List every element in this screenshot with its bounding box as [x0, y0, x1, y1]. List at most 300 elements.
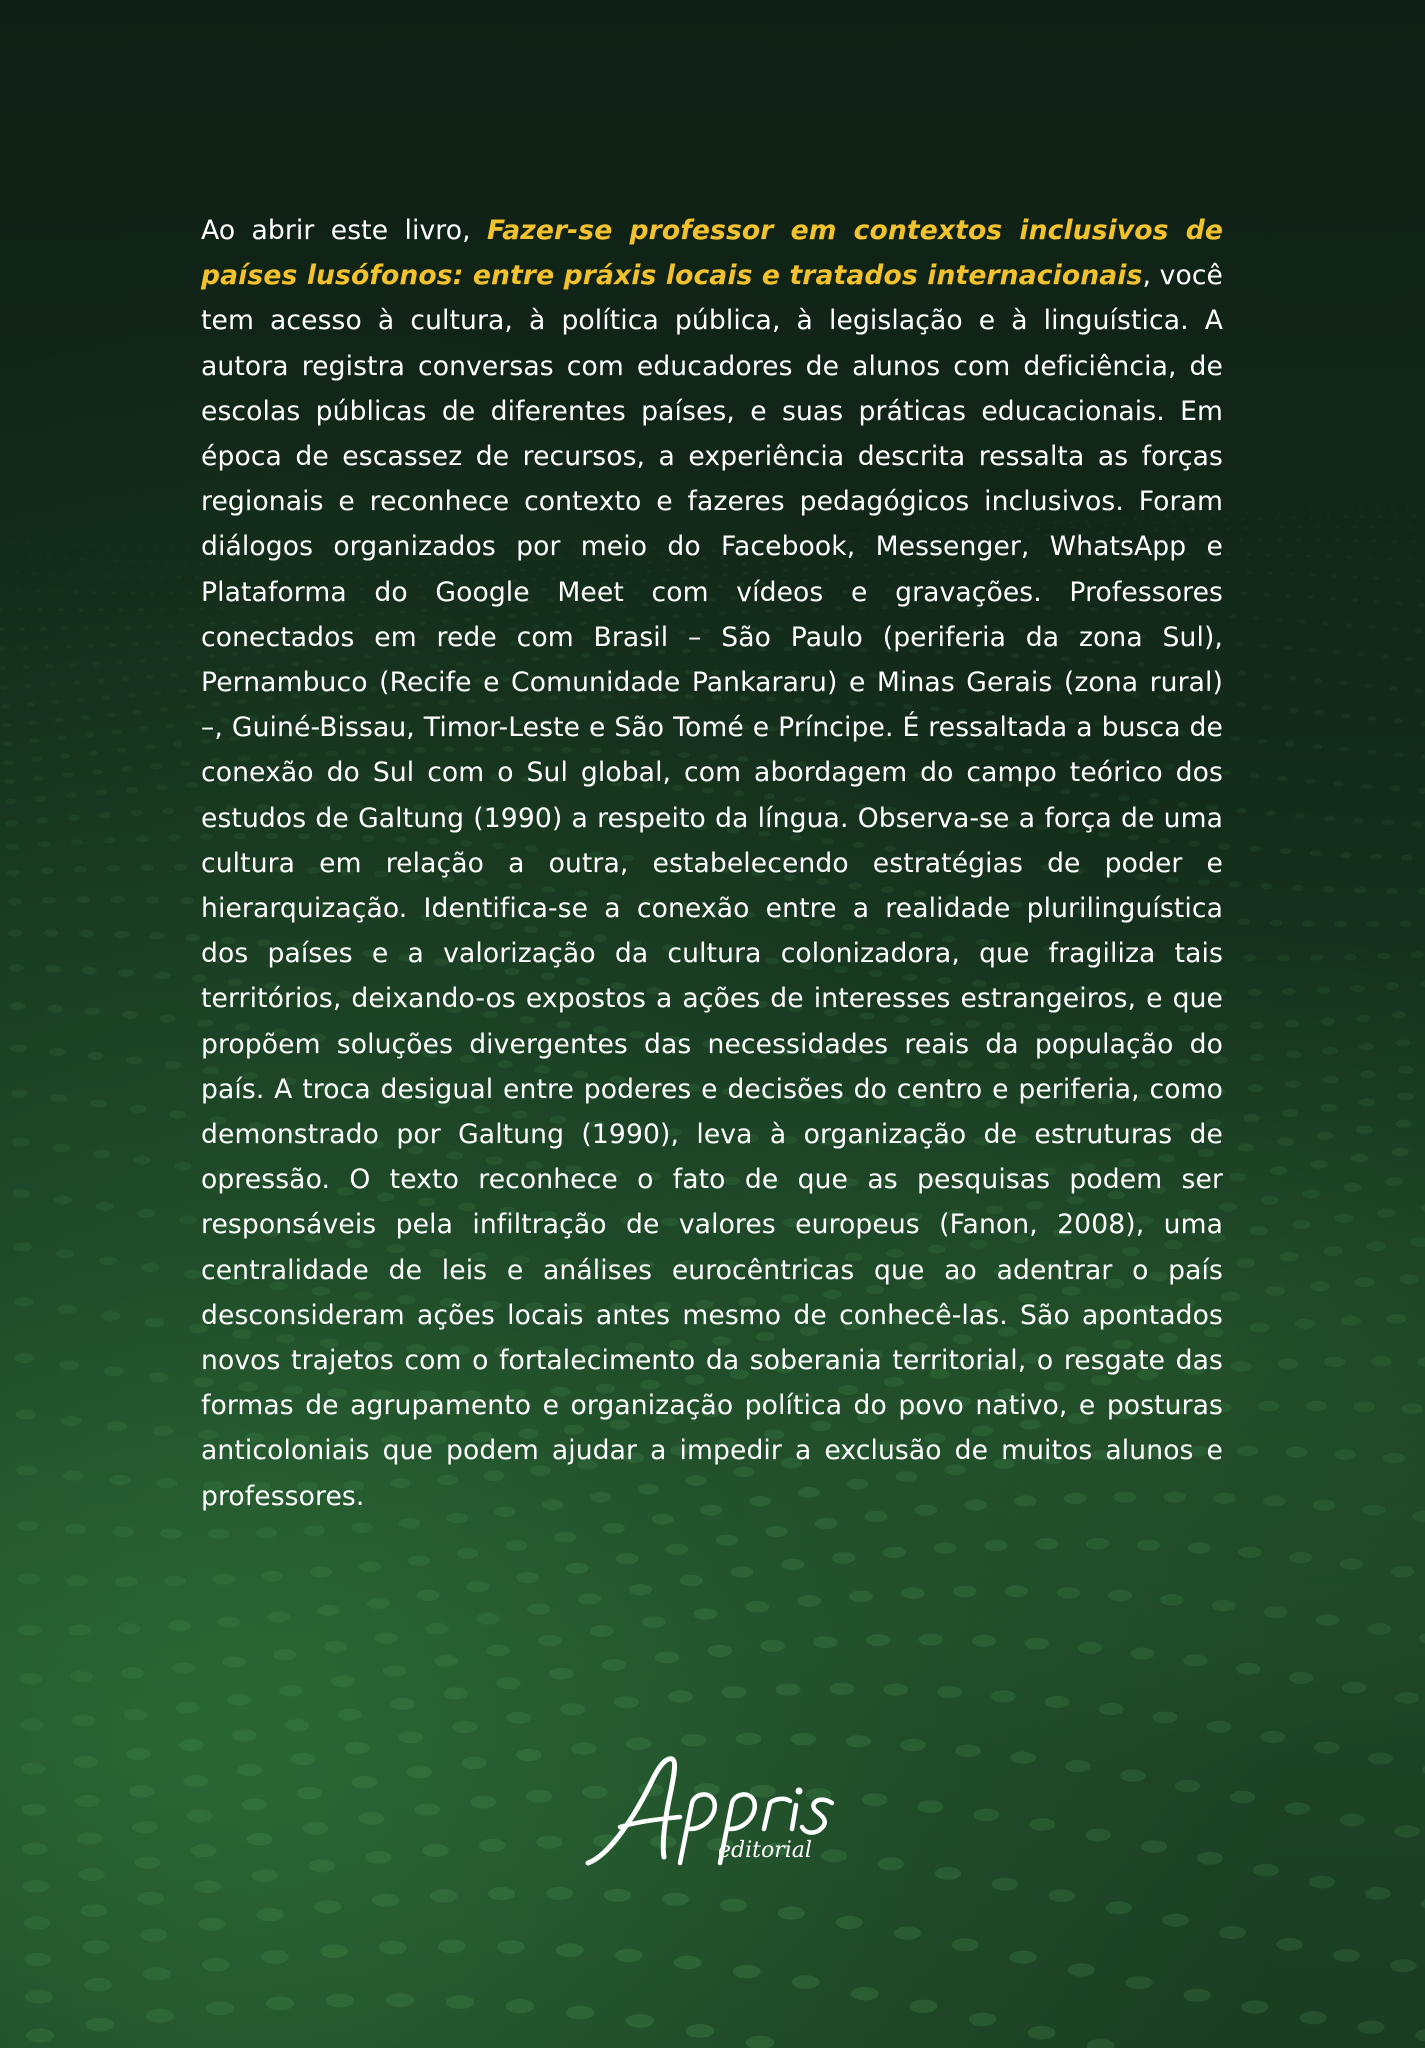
background-dot	[159, 536, 162, 538]
background-dot	[1333, 1949, 1360, 1962]
background-dot	[53, 1144, 70, 1153]
background-dot	[1401, 855, 1413, 861]
background-dot	[1389, 686, 1398, 691]
background-dot	[918, 1800, 944, 1813]
background-dot	[65, 645, 72, 649]
background-dot	[615, 1949, 643, 1963]
background-dot	[560, 1703, 585, 1715]
background-dot	[1299, 619, 1307, 623]
background-dot	[1065, 1760, 1091, 1772]
background-dot	[107, 545, 111, 547]
background-dot	[185, 655, 193, 659]
background-dot	[1394, 1825, 1420, 1837]
background-dot	[1230, 513, 1234, 515]
background-dot	[1239, 538, 1244, 541]
background-dot	[1295, 1319, 1315, 1329]
background-dot	[937, 1686, 962, 1698]
background-dot	[1099, 1703, 1124, 1715]
background-dot	[132, 642, 139, 646]
background-dot	[626, 2014, 654, 2028]
background-dot	[1010, 1951, 1037, 1964]
background-dot	[138, 608, 144, 611]
background-dot	[1285, 508, 1288, 510]
background-dot	[1326, 516, 1330, 519]
background-dot	[110, 643, 117, 647]
background-dot	[733, 1965, 761, 1979]
background-dot	[1340, 852, 1352, 858]
background-dot	[7, 520, 9, 522]
background-dot	[536, 1836, 563, 1849]
background-dot	[969, 2013, 997, 2027]
background-dot	[145, 896, 159, 903]
background-dot	[97, 679, 105, 683]
background-dot	[1025, 1638, 1049, 1650]
background-dot	[1359, 1098, 1375, 1106]
background-dot	[1406, 503, 1409, 505]
background-dot	[851, 1987, 879, 2001]
background-dot	[832, 1552, 855, 1563]
background-dot	[1230, 736, 1240, 741]
background-dot	[273, 1649, 296, 1660]
background-dot	[1320, 1018, 1335, 1025]
background-dot	[232, 1730, 256, 1742]
background-dot	[159, 576, 164, 579]
background-dot	[1368, 625, 1376, 629]
background-dot	[1219, 1926, 1246, 1939]
background-dot	[14, 1297, 33, 1307]
background-dot	[1108, 1590, 1132, 1602]
background-dot	[1310, 954, 1323, 961]
background-dot	[1255, 509, 1258, 511]
background-dot	[61, 627, 67, 631]
background-dot	[422, 1844, 449, 1857]
background-dot	[792, 1975, 820, 1989]
background-dot	[1280, 526, 1285, 529]
background-dot	[1386, 1314, 1406, 1324]
background-dot	[172, 1662, 195, 1673]
background-dot	[218, 1616, 241, 1627]
background-dot	[1324, 1357, 1345, 1367]
background-dot	[1237, 1143, 1254, 1151]
background-dot	[1085, 1829, 1111, 1842]
background-dot	[1275, 517, 1279, 520]
background-dot	[82, 967, 97, 975]
background-dot	[1263, 673, 1272, 678]
background-dot	[953, 1586, 977, 1598]
background-dot	[70, 1671, 93, 1682]
background-dot	[1056, 1587, 1080, 1599]
background-dot	[375, 1632, 398, 1643]
background-dot	[486, 1645, 510, 1657]
background-dot	[47, 1005, 63, 1013]
background-dot	[1392, 540, 1397, 543]
background-dot	[629, 1584, 652, 1595]
background-dot	[14, 571, 19, 574]
background-dot	[722, 1686, 747, 1698]
background-dot	[781, 1559, 804, 1570]
background-dot	[118, 969, 133, 977]
background-dot	[32, 572, 37, 575]
background-dot	[1314, 1742, 1339, 1754]
background-dot	[1261, 1196, 1279, 1205]
background-dot	[1238, 671, 1247, 676]
background-dot	[129, 535, 132, 537]
background-dot	[15, 1353, 35, 1363]
background-dot	[1236, 1258, 1255, 1268]
background-dot	[1130, 1648, 1154, 1660]
background-dot	[1324, 816, 1335, 822]
background-dot	[1078, 1642, 1102, 1654]
background-dot	[765, 1526, 788, 1537]
background-dot	[1045, 1696, 1070, 1708]
background-dot	[222, 1656, 245, 1667]
background-dot	[1262, 512, 1266, 514]
background-dot	[73, 591, 78, 594]
background-dot	[1282, 1109, 1298, 1117]
background-dot	[1249, 1226, 1268, 1235]
background-dot	[526, 1790, 552, 1803]
background-dot	[1010, 1752, 1036, 1764]
background-dot	[1331, 506, 1334, 508]
background-dot	[1368, 1753, 1393, 1765]
background-dot	[1028, 2026, 1056, 2040]
background-dot	[69, 663, 77, 667]
background-dot	[326, 1994, 354, 2008]
background-dot	[919, 1634, 943, 1646]
background-dot	[266, 1997, 294, 2011]
background-dot	[74, 1756, 98, 1768]
background-dot	[435, 1655, 459, 1667]
background-dot	[195, 576, 200, 579]
background-dot	[152, 691, 161, 696]
background-dot	[56, 1249, 75, 1258]
background-dot	[1323, 1047, 1338, 1055]
background-dot	[578, 1593, 601, 1604]
background-dot	[68, 573, 73, 576]
background-dot	[10, 1044, 26, 1052]
background-dot	[35, 521, 37, 523]
background-dot	[935, 1867, 962, 1880]
background-dot	[18, 1573, 40, 1584]
background-dot	[602, 1659, 626, 1671]
background-dot	[1316, 507, 1319, 509]
background-dot	[1280, 848, 1292, 854]
background-dot	[1342, 1682, 1366, 1694]
background-dot	[159, 707, 168, 712]
background-dot	[324, 1641, 347, 1652]
background-dot	[162, 657, 170, 661]
background-dot	[115, 1576, 137, 1587]
background-dot	[303, 1526, 324, 1537]
background-dot	[26, 541, 30, 543]
background-dot	[1351, 506, 1353, 508]
background-dot	[123, 546, 127, 548]
background-dot	[176, 640, 183, 644]
background-dot	[73, 680, 81, 684]
background-dot	[1260, 644, 1268, 648]
background-dot	[54, 1195, 72, 1204]
background-dot	[1346, 556, 1352, 559]
background-dot	[1263, 1495, 1286, 1506]
background-dot	[140, 864, 153, 871]
background-dot	[745, 1601, 769, 1613]
background-dot	[1415, 579, 1421, 583]
background-dot	[131, 810, 143, 816]
background-dot	[151, 763, 162, 769]
background-dot	[149, 1372, 169, 1382]
background-dot	[133, 710, 142, 715]
background-dot	[38, 608, 44, 611]
background-dot	[80, 715, 89, 720]
background-dot	[1277, 776, 1287, 782]
background-dot	[365, 1851, 392, 1864]
background-dot	[9, 528, 12, 530]
background-dot	[174, 537, 177, 539]
background-dot	[178, 607, 184, 610]
background-dot	[58, 1304, 77, 1314]
background-dot	[149, 561, 153, 564]
background-dot	[662, 1893, 689, 1906]
background-dot	[208, 1528, 229, 1539]
background-dot	[110, 1475, 131, 1485]
background-dot	[1392, 1148, 1409, 1157]
book-title: Fazer-se professor em contextos inclusivos de países lusófonos: entre práxis locais e tratados internacionais	[201, 215, 1223, 292]
background-dot	[1317, 1132, 1334, 1140]
background-dot	[1390, 508, 1394, 510]
background-dot	[26, 702, 35, 707]
background-dot	[144, 535, 147, 537]
background-dot	[351, 1522, 372, 1533]
background-dot	[5, 799, 17, 805]
background-dot	[955, 1745, 981, 1757]
background-dot	[883, 1547, 906, 1558]
background-dot	[973, 1809, 999, 1822]
background-dot	[1212, 1600, 1236, 1612]
background-dot	[79, 1868, 105, 1881]
background-dot	[111, 729, 121, 734]
background-dot	[31, 756, 41, 762]
background-dot	[1277, 1138, 1294, 1146]
background-dot	[1355, 887, 1367, 893]
background-dot	[379, 1941, 407, 1955]
background-dot	[156, 784, 168, 790]
background-dot	[251, 1869, 278, 1882]
background-dot	[118, 1623, 141, 1634]
background-dot	[191, 1844, 217, 1857]
background-dot	[140, 575, 145, 578]
background-dot	[177, 576, 182, 579]
background-dot	[1309, 508, 1311, 510]
background-dot	[894, 1927, 921, 1940]
background-dot	[77, 1832, 103, 1844]
background-dot	[105, 525, 107, 527]
background-dot	[21, 520, 23, 522]
background-dot	[1394, 515, 1398, 518]
background-dot	[1360, 1071, 1376, 1079]
background-dot	[0, 685, 8, 689]
blurb-intro: Ao abrir este livro,	[201, 215, 487, 246]
background-dot	[267, 1611, 290, 1622]
background-dot	[1313, 1499, 1336, 1510]
background-dot	[71, 839, 84, 846]
background-dot	[138, 1892, 165, 1905]
background-dot	[1396, 1039, 1411, 1047]
background-dot	[452, 1721, 477, 1733]
background-dot	[1401, 1404, 1422, 1415]
background-dot	[829, 1683, 854, 1695]
background-dot	[61, 1416, 81, 1426]
background-dot	[1225, 511, 1228, 513]
background-dot	[1351, 1154, 1368, 1163]
background-dot	[1339, 1814, 1365, 1826]
background-dot	[1370, 526, 1375, 529]
background-dot	[1321, 1104, 1337, 1112]
background-dot	[1343, 516, 1347, 519]
background-dot	[1355, 1277, 1375, 1287]
background-dot	[68, 815, 80, 821]
blurb-body: , você tem acesso à cultura, à política pública, à legislação e à linguística. A autora registra conversas com educadores de alunos com deficiência, de escolas públicas de diferentes países, e suas práticas educacionais. Em época de escassez de recursos, a experiência descrita ressalta as forças regionais e reconhece contexto e fazeres pedagógicos inclusivos. Foram diálogos organizados por meio do Facebook, Messenger, WhatsApp e Plataforma do Google Meet com vídeos e gravações. Professores conectados em rede com Brasil – São Paulo (periferia da zona Sul), Pernambuco (Recife e Comunidade Pankararu) e Minas Gerais (zona rural) –, Guiné-Bissau, Timor-Leste e São Tomé e Príncipe. É ressaltada a busca de conexão do Sul com o Sul global, com abordagem do campo teórico dos estudos de Galtung (1990) a respeito da língua. Observa-se a força de uma cultura em relação a outra, estabelecendo estratégias de poder e hierarquização. Identifica-se a conexão entre a realidade plurilinguística dos países e a valorização da cultura colonizadora, que fragiliza tais territórios, deixando-os expostos a ações de interesses estrangeiros, e que propõem soluções divergentes das necessidades reais da população do país. A troca desigual entre poderes e decisões do centro e periferia, como demonstrado por Galtung (1990), leva à organização de estruturas de opressão. O texto reconhece o fato de que as pesquisas podem ser responsáveis pela infiltração de valores europeus (Fanon, 2008), uma centralidade de leis e análises eurocêntricas que ao adentrar o país desconsideram ações locais antes mesmo de conhecê-las. São apontados novos trajetos com o fortalecimento da soberania territorial, o resgate das formas de agrupamento e organização política do povo nativo, e posturas anticoloniais que podem ajudar a impedir a exclusão de muitos alunos e professores.	[201, 260, 1223, 1512]
background-dot	[1391, 504, 1394, 506]
background-dot	[991, 1690, 1016, 1702]
background-dot	[10, 540, 14, 542]
background-dot	[65, 793, 77, 799]
background-dot	[129, 1785, 154, 1797]
background-dot	[614, 1696, 639, 1708]
background-dot	[46, 556, 50, 559]
background-dot	[1351, 985, 1365, 992]
background-dot	[1278, 1358, 1299, 1368]
background-dot	[604, 1889, 631, 1902]
background-dot	[1323, 1076, 1339, 1084]
background-dot	[2, 723, 11, 728]
background-dot	[1396, 1120, 1413, 1128]
background-dot	[1358, 508, 1362, 510]
background-dot	[6, 844, 19, 851]
background-dot	[1341, 1316, 1361, 1326]
background-dot	[1294, 510, 1298, 512]
background-dot	[140, 1929, 167, 1942]
background-dot	[1250, 1022, 1265, 1029]
background-dot	[146, 625, 152, 629]
background-dot	[19, 1673, 42, 1684]
background-dot	[506, 1712, 531, 1724]
background-dot	[19, 627, 25, 631]
background-dot	[1310, 510, 1314, 512]
background-dot	[461, 1757, 487, 1769]
background-dot	[1253, 510, 1255, 512]
background-dot	[42, 542, 46, 544]
background-dot	[1280, 1252, 1299, 1262]
background-dot	[1236, 642, 1244, 646]
background-dot	[303, 1822, 329, 1835]
background-dot	[1244, 527, 1249, 530]
background-dot	[1334, 921, 1347, 928]
background-dot	[1262, 705, 1271, 710]
background-dot	[1137, 1540, 1160, 1551]
background-dot	[180, 761, 191, 767]
background-dot	[479, 1839, 506, 1852]
background-dot	[1310, 1160, 1327, 1169]
background-dot	[1175, 1780, 1201, 1792]
background-dot	[1323, 886, 1335, 892]
background-dot	[1296, 538, 1301, 541]
background-dot	[1376, 504, 1379, 506]
background-dot	[178, 688, 187, 693]
background-dot	[527, 1603, 550, 1614]
background-dot	[119, 526, 121, 528]
background-dot	[135, 1856, 161, 1869]
background-dot	[171, 548, 175, 550]
background-dot	[1282, 988, 1296, 995]
background-dot	[1360, 515, 1364, 518]
background-dot	[156, 1478, 177, 1488]
background-dot	[130, 1105, 147, 1113]
background-dot	[1367, 921, 1380, 928]
background-dot	[1411, 541, 1416, 544]
background-dot	[1236, 703, 1245, 708]
background-dot	[256, 1528, 277, 1539]
background-dot	[791, 1733, 817, 1745]
background-dot	[16, 1465, 37, 1475]
background-dot	[187, 548, 191, 550]
background-dot	[1383, 820, 1394, 826]
background-dot	[1391, 1011, 1406, 1018]
background-dot	[180, 897, 194, 904]
background-dot	[1391, 627, 1399, 631]
background-dot	[1357, 2021, 1384, 2034]
background-dot	[1277, 538, 1282, 541]
background-dot	[1225, 553, 1231, 556]
background-dot	[1230, 1791, 1256, 1803]
background-dot	[1289, 1672, 1313, 1684]
background-dot	[849, 1591, 873, 1603]
background-dot	[686, 2024, 714, 2038]
background-dot	[175, 529, 177, 531]
background-dot	[566, 1563, 589, 1574]
background-dot	[1373, 577, 1379, 581]
background-dot	[111, 896, 125, 903]
background-dot	[1316, 987, 1330, 994]
background-dot	[136, 835, 149, 842]
background-dot	[101, 1311, 120, 1321]
background-dot	[1292, 517, 1296, 520]
background-dot	[1286, 1051, 1301, 1059]
background-dot	[147, 527, 149, 529]
background-dot	[7, 898, 21, 905]
background-dot	[247, 1833, 273, 1846]
background-dot	[1260, 883, 1272, 889]
background-dot	[730, 1566, 753, 1577]
background-dot	[488, 1887, 515, 1900]
background-dot	[1344, 1183, 1362, 1192]
background-dot	[1278, 511, 1282, 513]
background-dot	[146, 2009, 174, 2023]
background-dot	[1367, 750, 1377, 755]
background-dot	[88, 750, 98, 756]
background-dot	[183, 562, 187, 565]
background-dot	[720, 1899, 747, 1912]
background-dot	[1236, 1663, 1260, 1675]
background-dot	[1366, 556, 1372, 559]
background-dot	[9, 964, 24, 972]
background-dot	[1386, 557, 1392, 560]
background-dot	[1275, 618, 1283, 622]
background-dot	[1250, 1054, 1265, 1062]
background-dot	[984, 1540, 1007, 1551]
background-dot	[114, 559, 118, 562]
background-dot	[121, 766, 132, 772]
background-dot	[1286, 554, 1292, 557]
